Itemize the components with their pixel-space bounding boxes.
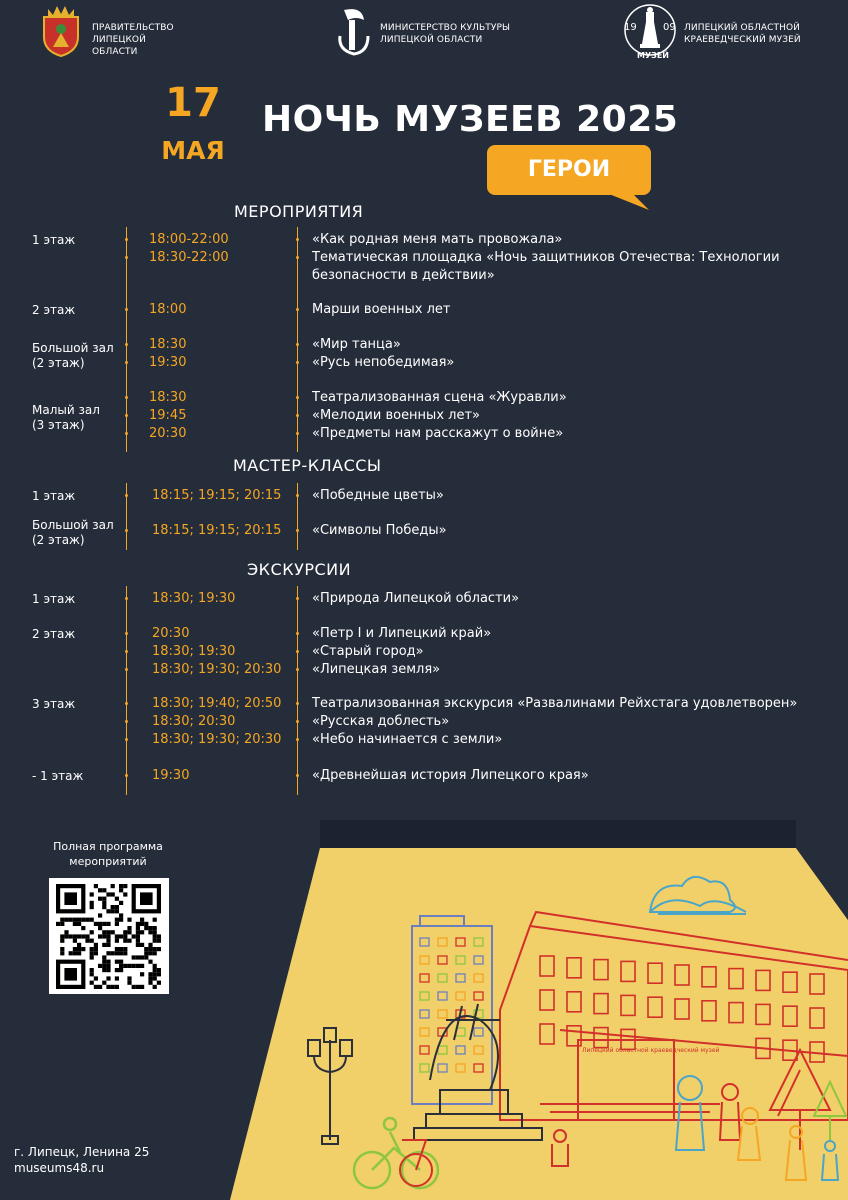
event-time: 18:00 xyxy=(149,302,187,317)
footer-address: г. Липецк, Ленина 25 xyxy=(14,1145,150,1159)
event-title-line: «Природа Липецкой области» xyxy=(312,591,520,606)
event-title-line: «Старый город» xyxy=(312,643,424,659)
building-sign: Липецкий областной краеведческий музей xyxy=(582,1047,720,1054)
qr-code[interactable] xyxy=(49,878,169,994)
event-time: 18:30; 20:30 xyxy=(152,713,236,729)
location-line: 2 этаж xyxy=(32,303,76,317)
section-title: МЕРОПРИЯТИЯ xyxy=(234,202,364,221)
event-title xyxy=(312,625,491,643)
timeline-line xyxy=(297,586,298,795)
qr-code-icon xyxy=(49,878,169,994)
event-title xyxy=(312,231,562,249)
event-title-line: Тематическая площадка «Ночь защитников Отечества: Технологии xyxy=(312,249,780,265)
timeline-line xyxy=(297,227,298,452)
event-time: 18:30; 19:30; 20:30 xyxy=(152,731,282,747)
event-title xyxy=(312,354,454,372)
event-time: 19:30 xyxy=(149,354,187,370)
event-time: 18:30-22:00 xyxy=(149,249,229,265)
location-label xyxy=(32,592,75,607)
logo3-line2: КРАЕВЕДЧЕСКИЙ МУЗЕЙ xyxy=(684,35,801,45)
location-label xyxy=(32,489,75,504)
event-title xyxy=(312,389,567,407)
event-title xyxy=(312,425,563,443)
event-title xyxy=(312,249,780,285)
event-title xyxy=(312,590,519,608)
event-title-line: «Символы Победы» xyxy=(312,523,447,538)
event-title xyxy=(312,661,440,679)
event-title-line: «Небо начинается с земли» xyxy=(312,731,503,747)
section-title: ЭКСКУРСИИ xyxy=(247,560,352,579)
location-label xyxy=(32,341,114,371)
location-label xyxy=(32,769,83,784)
location-line: (3 этаж) xyxy=(32,417,85,432)
event-time: 20:30 xyxy=(152,626,190,641)
event-title-line: Театрализованная экскурсия «Развалинами Рейхстага удовлетворен» xyxy=(312,696,798,711)
event-title-line: Театрализованная сцена «Журавли» xyxy=(312,390,567,405)
event-time: 18:30 xyxy=(149,337,187,352)
qr-caption-line2: мероприятий xyxy=(69,855,147,868)
event-title-line: «Как родная меня мать провожала» xyxy=(312,232,563,247)
location-label xyxy=(32,697,75,712)
event-title-line: «Липецкая земля» xyxy=(312,661,441,677)
event-title-line: безопасности в действии» xyxy=(312,267,495,283)
timeline-line xyxy=(126,586,127,795)
location-line: 1 этаж xyxy=(32,489,76,503)
event-month: МАЯ xyxy=(161,136,225,165)
location-line: Малый зал xyxy=(32,402,100,417)
logo3-line1: ЛИПЕЦКИЙ ОБЛАСТНОЙ xyxy=(684,23,801,33)
location-label xyxy=(32,303,75,318)
timeline-line xyxy=(126,483,127,550)
qr-caption-line1: Полная программа xyxy=(53,840,163,853)
logo1-line1: ПРАВИТЕЛЬСТВО xyxy=(92,23,174,33)
location-line: (2 этаж) xyxy=(32,355,85,370)
location-label xyxy=(32,627,75,642)
event-title-line: Марши военных лет xyxy=(312,302,451,317)
event-time: 18:15; 19:15; 20:15 xyxy=(152,523,282,538)
location-line: Большой зал xyxy=(32,517,114,532)
logo1-line2: ЛИПЕЦКОЙ ОБЛАСТИ xyxy=(92,35,146,57)
event-title-line: «Петр I и Липецкий край» xyxy=(312,626,492,641)
location-line: 1 этаж xyxy=(32,233,76,247)
event-title-line: «Победные цветы» xyxy=(312,488,444,503)
location-line: 3 этаж xyxy=(32,697,76,711)
location-line: - 1 этаж xyxy=(32,769,84,783)
footer-site[interactable]: museums48.ru xyxy=(14,1161,105,1175)
event-title-line: «Русь непобедимая» xyxy=(312,354,455,370)
timeline-line xyxy=(126,227,127,452)
event-time: 18:00-22:00 xyxy=(149,232,229,247)
event-title-line: «Мир танца» xyxy=(312,337,401,352)
event-time: 20:30 xyxy=(149,425,187,441)
logo2-line1: МИНИСТЕРСТВО КУЛЬТУРЫ xyxy=(380,23,511,33)
event-time: 18:30 xyxy=(149,390,187,405)
location-line: 1 этаж xyxy=(32,592,76,606)
event-title xyxy=(312,522,447,540)
event-title xyxy=(312,731,502,749)
event-title xyxy=(312,301,451,319)
location-label xyxy=(32,518,114,548)
museum-emblem-year-right: 09 xyxy=(663,22,676,33)
main-title: НОЧЬ МУЗЕЕВ 2025 xyxy=(262,99,679,140)
logo2-line2: ЛИПЕЦКОЙ ОБЛАСТИ xyxy=(380,35,483,45)
location-label xyxy=(32,233,75,248)
event-time: 18:30; 19:30; 20:30 xyxy=(152,661,282,677)
event-title xyxy=(312,336,401,354)
event-title xyxy=(312,713,449,731)
section-title: МАСТЕР-КЛАССЫ xyxy=(233,456,382,475)
event-title-line: «Древнейшая история Липецкого края» xyxy=(312,768,589,783)
location-label xyxy=(32,403,100,433)
event-title-line: «Мелодии военных лет» xyxy=(312,407,480,423)
location-line: Большой зал xyxy=(32,340,114,355)
event-title xyxy=(312,407,480,425)
event-title xyxy=(312,695,797,713)
museum-illustration xyxy=(230,820,848,1200)
qr-caption xyxy=(20,839,196,869)
event-title xyxy=(312,767,589,785)
event-day: 17 xyxy=(165,80,221,126)
event-time: 19:45 xyxy=(149,407,187,423)
museum-emblem-year-left: 19 xyxy=(624,22,637,33)
theme-label: ГЕРОИ xyxy=(527,157,611,182)
event-title xyxy=(312,643,424,661)
event-time: 18:30; 19:30 xyxy=(152,643,236,659)
event-time: 18:30; 19:40; 20:50 xyxy=(152,696,282,711)
timeline-line xyxy=(297,483,298,550)
event-time: 18:30; 19:30 xyxy=(152,591,236,606)
event-title xyxy=(312,487,444,505)
location-line: (2 этаж) xyxy=(32,532,85,547)
location-line: 2 этаж xyxy=(32,627,76,641)
museum-emblem-word: МУЗЕЙ xyxy=(637,51,669,60)
event-time: 18:15; 19:15; 20:15 xyxy=(152,488,282,503)
event-title-line: «Предметы нам расскажут о войне» xyxy=(312,425,564,441)
event-title-line: «Русская доблесть» xyxy=(312,713,450,729)
event-time: 19:30 xyxy=(152,768,190,783)
